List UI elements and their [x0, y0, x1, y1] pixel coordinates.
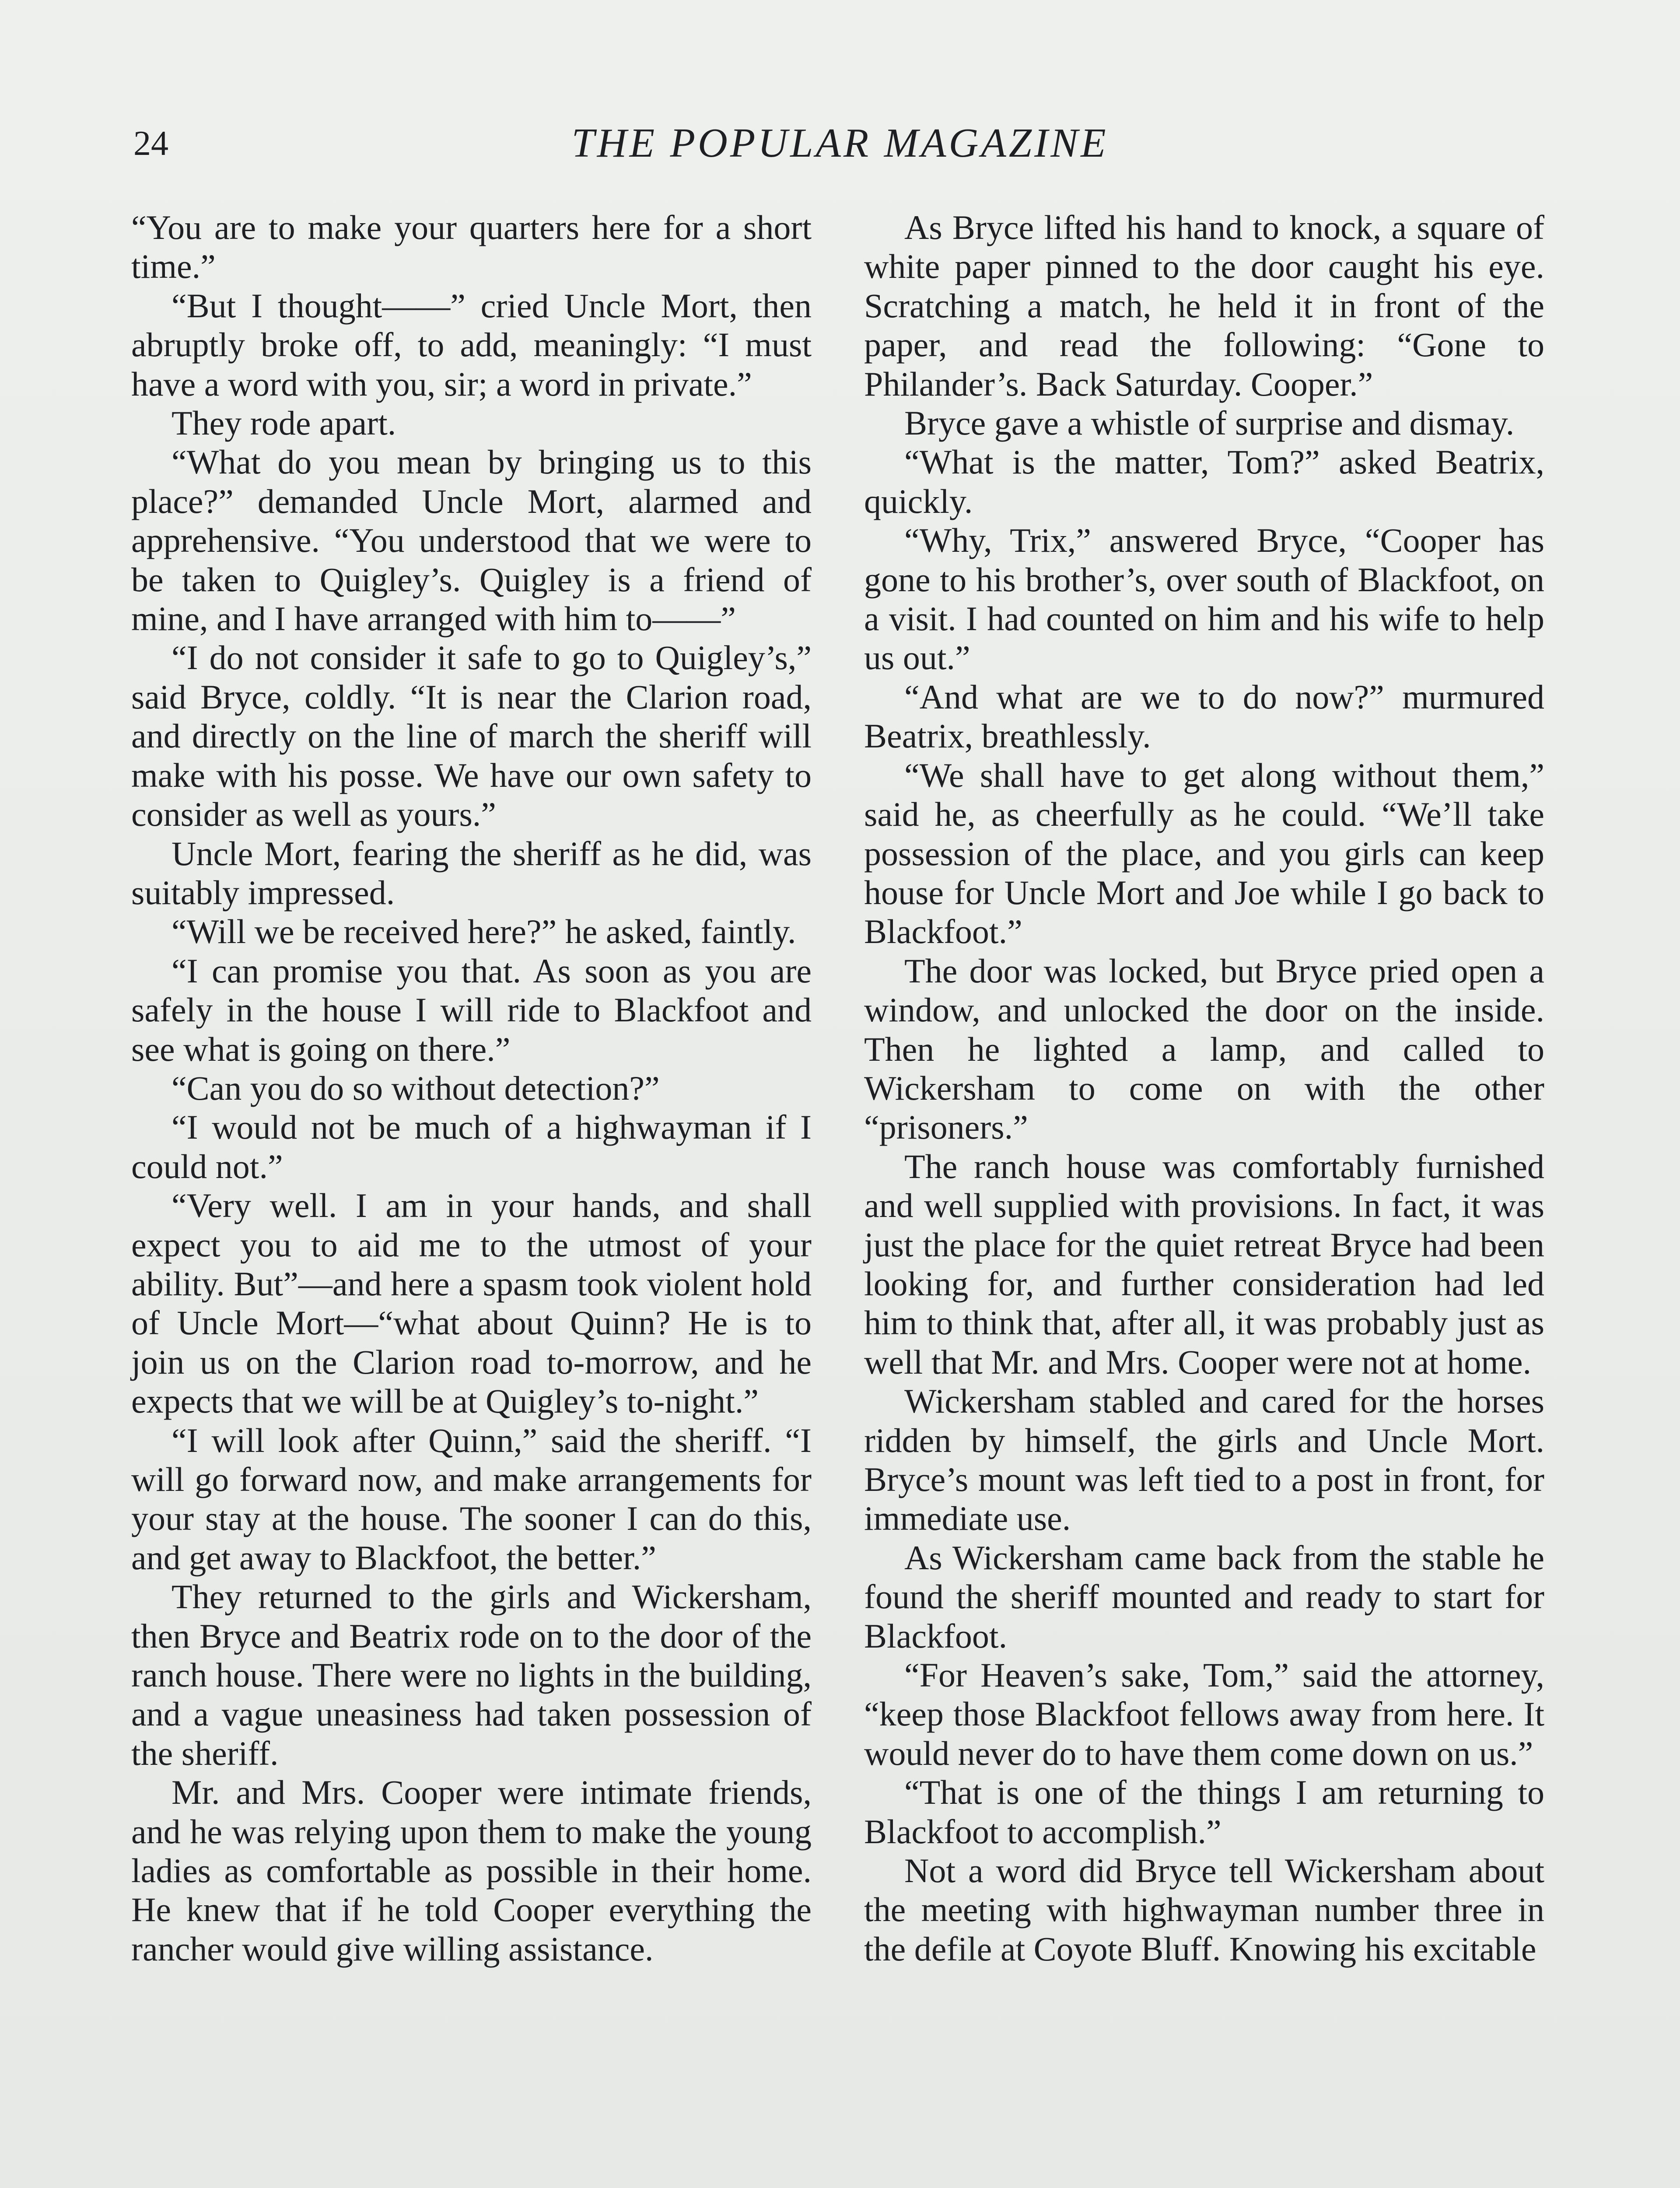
- paragraph: “Why, Trix,” answered Bryce, “Cooper has gone to his brother’s, over south of Blackfoot, on a visit. I had counted on him and his wife to help us out.”: [864, 521, 1544, 677]
- paragraph: They rode apart.: [172, 404, 396, 442]
- paragraph: “Very well. I am in your hands, and shall expect you to aid me to the utmost of your ability. But”—and here a spasm took violent hold of Uncle Mort—“what about Quinn? He is to join us on the Clarion road to-morrow, and he expects that we will be at Quigley’s to-night.”: [131, 1186, 812, 1420]
- paragraph: “Will we be received here?” he asked, faintly.: [172, 912, 796, 951]
- paragraph: “You are to make your quarters here for a short time.”: [131, 208, 812, 286]
- paragraph: “I can promise you that. As soon as you are safely in the house I will ride to Blackfoot and see what is going on there.”: [131, 951, 812, 1068]
- paragraph: “What is the matter, Tom?” asked Beatrix, quickly.: [864, 443, 1544, 520]
- paragraph: “We shall have to get along without them,” said he, as cheerfully as he could. “We’ll take possession of the place, and you girls can keep house for Uncle Mort and Joe while I go back to Blackfoot.”: [864, 756, 1544, 951]
- paragraph: “But I thought——” cried Uncle Mort, then abruptly broke off, to add, meaningly: “I must have a word with you, sir; a word in private.”: [131, 286, 812, 403]
- paragraph: “For Heaven’s sake, Tom,” said the attorney, “keep those Blackfoot fellows away from here. It would never do to have them come down on us.”: [864, 1656, 1544, 1772]
- paragraph: They returned to the girls and Wickersham, then Bryce and Beatrix rode on to the door of the ranch house. There were no lights in the building, and a vague uneasiness had taken possession of the sheriff.: [131, 1578, 812, 1772]
- paragraph: “I do not consider it safe to go to Quigley’s,” said Bryce, coldly. “It is near the Clarion road, and directly on the line of march the sheriff will make with his posse. We have our own safety to consider as well as yours.”: [131, 638, 812, 834]
- paragraph: “And what are we to do now?” murmured Beatrix, breathlessly.: [864, 677, 1544, 755]
- paragraph: “I would not be much of a highwayman if I could not.”: [131, 1108, 812, 1185]
- paragraph: Uncle Mort, fearing the sheriff as he did, was suitably impressed.: [131, 834, 812, 912]
- paragraph: Mr. and Mrs. Cooper were intimate friends, and he was relying upon them to make the young ladies as comfortable as possible in their home. He knew that if he told Cooper everything the rancher would give willing assistance.: [131, 1773, 812, 1968]
- right-column: [864, 208, 1544, 1968]
- paragraph: Wickersham stabled and cared for the horses ridden by himself, the girls and Uncle Mort. Bryce’s mount was left tied to a post in front, for immediate use.: [864, 1382, 1544, 1538]
- paragraph: The door was locked, but Bryce pried open a window, and unlocked the door on the inside. Then he lighted a lamp, and called to Wickersham to come on with the other “prisoners.”: [864, 951, 1544, 1147]
- paragraph: Not a word did Bryce tell Wickersham about the meeting with highwayman number three in the defile at Coyote Bluff. Knowing his excitable: [864, 1851, 1544, 1968]
- paragraph: “What do you mean by bringing us to this place?” demanded Uncle Mort, alarmed and apprehensive. “You understood that we were to be taken to Quigley’s. Quigley is a friend of mine, and I have arranged with him to——”: [131, 443, 812, 638]
- running-title: THE POPULAR MAGAZINE: [571, 120, 1109, 166]
- paragraph: “I will look after Quinn,” said the sheriff. “I will go forward now, and make arrangements for your stay at the house. The sooner I can do this, and get away to Blackfoot, the better.”: [131, 1421, 812, 1577]
- paragraph: Bryce gave a whistle of surprise and dismay.: [904, 404, 1515, 442]
- page-header: [133, 118, 1547, 175]
- paragraph: “Can you do so without detection?”: [172, 1069, 660, 1107]
- page-number: 24: [133, 124, 168, 163]
- left-column: [131, 208, 812, 1968]
- paragraph: As Wickersham came back from the stable he found the sheriff mounted and ready to start for Blackfoot.: [864, 1538, 1544, 1655]
- paragraph: As Bryce lifted his hand to knock, a square of white paper pinned to the door caught his eye. Scratching a match, he held it in front of the paper, and read the following: “Gone to Philander’s. Back Saturday. Cooper.”: [864, 208, 1544, 403]
- paragraph: “That is one of the things I am returning to Blackfoot to accomplish.”: [864, 1773, 1544, 1851]
- paragraph: The ranch house was comfortably furnished and well supplied with provisions. In fact, it was just the place for the quiet retreat Bryce had been looking for, and further consideration had led him to think that, after all, it was probably just as well that Mr. and Mrs. Cooper were not at home.: [864, 1147, 1544, 1381]
